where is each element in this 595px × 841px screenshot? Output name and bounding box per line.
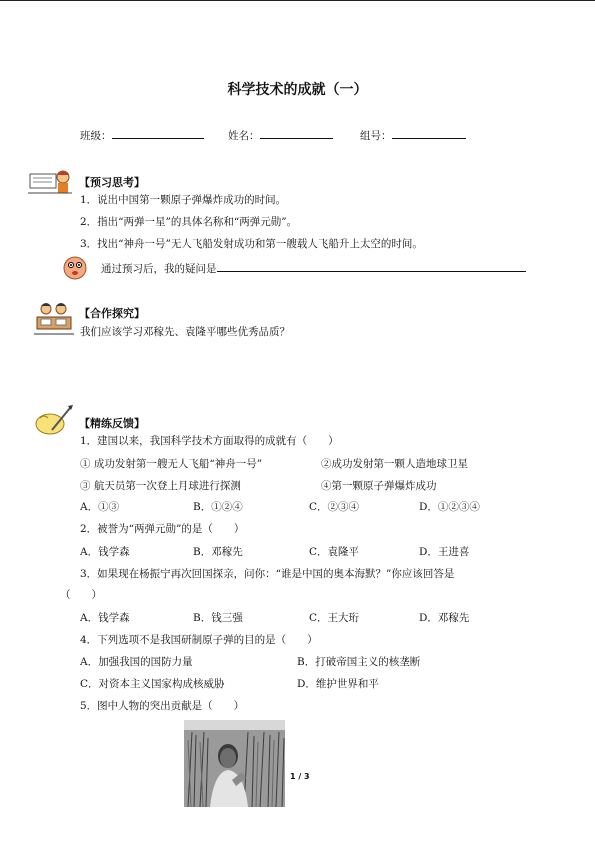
q2-stem: 2．被誉为“两弹元勋”的是（ ） [80,523,245,535]
q1-statement-3: ③ 航天员第一次登上月球进行探测 [80,480,241,492]
q2-option-c[interactable]: C．袁隆平 [309,546,360,558]
preview-icon [28,166,74,200]
q1-statement-4: ④第一颗原子弹爆炸成功 [321,480,437,492]
q2-option-b[interactable]: B．邓稼先 [193,546,243,558]
q1-statement-1: ① 成功发射第一艘无人飞船“神舟一号” [80,458,263,470]
q5-stem: 5．图中人物的突出贡献是（ ） [80,700,245,712]
q1-option-c[interactable]: C．②③④ [309,501,360,513]
q3-option-c[interactable]: C．王大珩 [309,612,360,624]
q4-option-c[interactable]: C．对资本主义国家构成核威胁 [80,678,225,690]
group-label: 组号： [360,130,392,142]
cooperate-question: 我们应该学习邓稼先、袁隆平哪些优秀品质？ [80,326,290,338]
class-blank[interactable] [112,127,204,139]
q3-option-b[interactable]: B．钱三强 [193,612,243,624]
scientist-photo [184,720,285,807]
q1-option-a[interactable]: A．①③ [80,501,120,513]
q3-stem: 3．如果现在杨振宁再次回国探亲，问你：“谁是中国的奥本海默？”你应该回答是 [80,568,455,580]
page-title: 科学技术的成就（一） [227,82,368,98]
q1-option-d[interactable]: D．①②③④ [419,501,480,513]
name-field [228,127,333,143]
cooperate-icon [34,300,74,340]
doubt-blank[interactable] [217,260,526,272]
q3-option-a[interactable]: A．钱学森 [80,612,130,624]
preview-item-1: 1．说出中国第一颗原子弹爆炸成功的时间。 [80,194,287,206]
group-blank[interactable] [392,127,466,139]
q4-option-a[interactable]: A．加强我国的国防力量 [80,656,193,668]
doubt-label: 通过预习后，我的疑问是 [101,263,217,275]
preview-heading: 【预习思考】 [79,176,145,189]
practice-icon [34,404,74,442]
doubt-line [101,260,526,276]
q3-option-d[interactable]: D．邓稼先 [419,612,470,624]
q3-stem-continued: （ ） [60,589,102,601]
thinking-face-icon [62,255,88,285]
page-top-rule [0,0,595,1]
cooperate-heading: 【合作探究】 [79,307,145,320]
class-field [80,127,204,143]
practice-heading: 【精练反馈】 [79,417,145,430]
q4-option-b[interactable]: B．打破帝国主义的核垄断 [297,656,421,668]
page-number: 1 / 3 [290,772,310,781]
q4-option-d[interactable]: D．维护世界和平 [297,678,379,690]
q1-option-b[interactable]: B．①②④ [193,501,243,513]
q2-option-a[interactable]: A．钱学森 [80,546,130,558]
group-field [360,127,466,143]
q1-stem: 1．建国以来，我国科学技术方面取得的成就有（ ） [80,435,339,447]
name-label: 姓名： [228,130,260,142]
preview-item-2: 2．指出“两弹一星”的具体名称和“两弹元勋”。 [80,216,298,228]
q1-statement-2: ②成功发射第一颗人造地球卫星 [321,458,468,470]
q2-option-d[interactable]: D．王进喜 [419,546,470,558]
q4-stem: 4．下列选项不是我国研制原子弹的目的是（ ） [80,634,318,646]
name-blank[interactable] [260,127,333,139]
class-label: 班级： [80,130,112,142]
preview-item-3: 3．找出“神舟一号”无人飞船发射成功和第一艘载人飞船升上太空的时间。 [80,238,423,250]
